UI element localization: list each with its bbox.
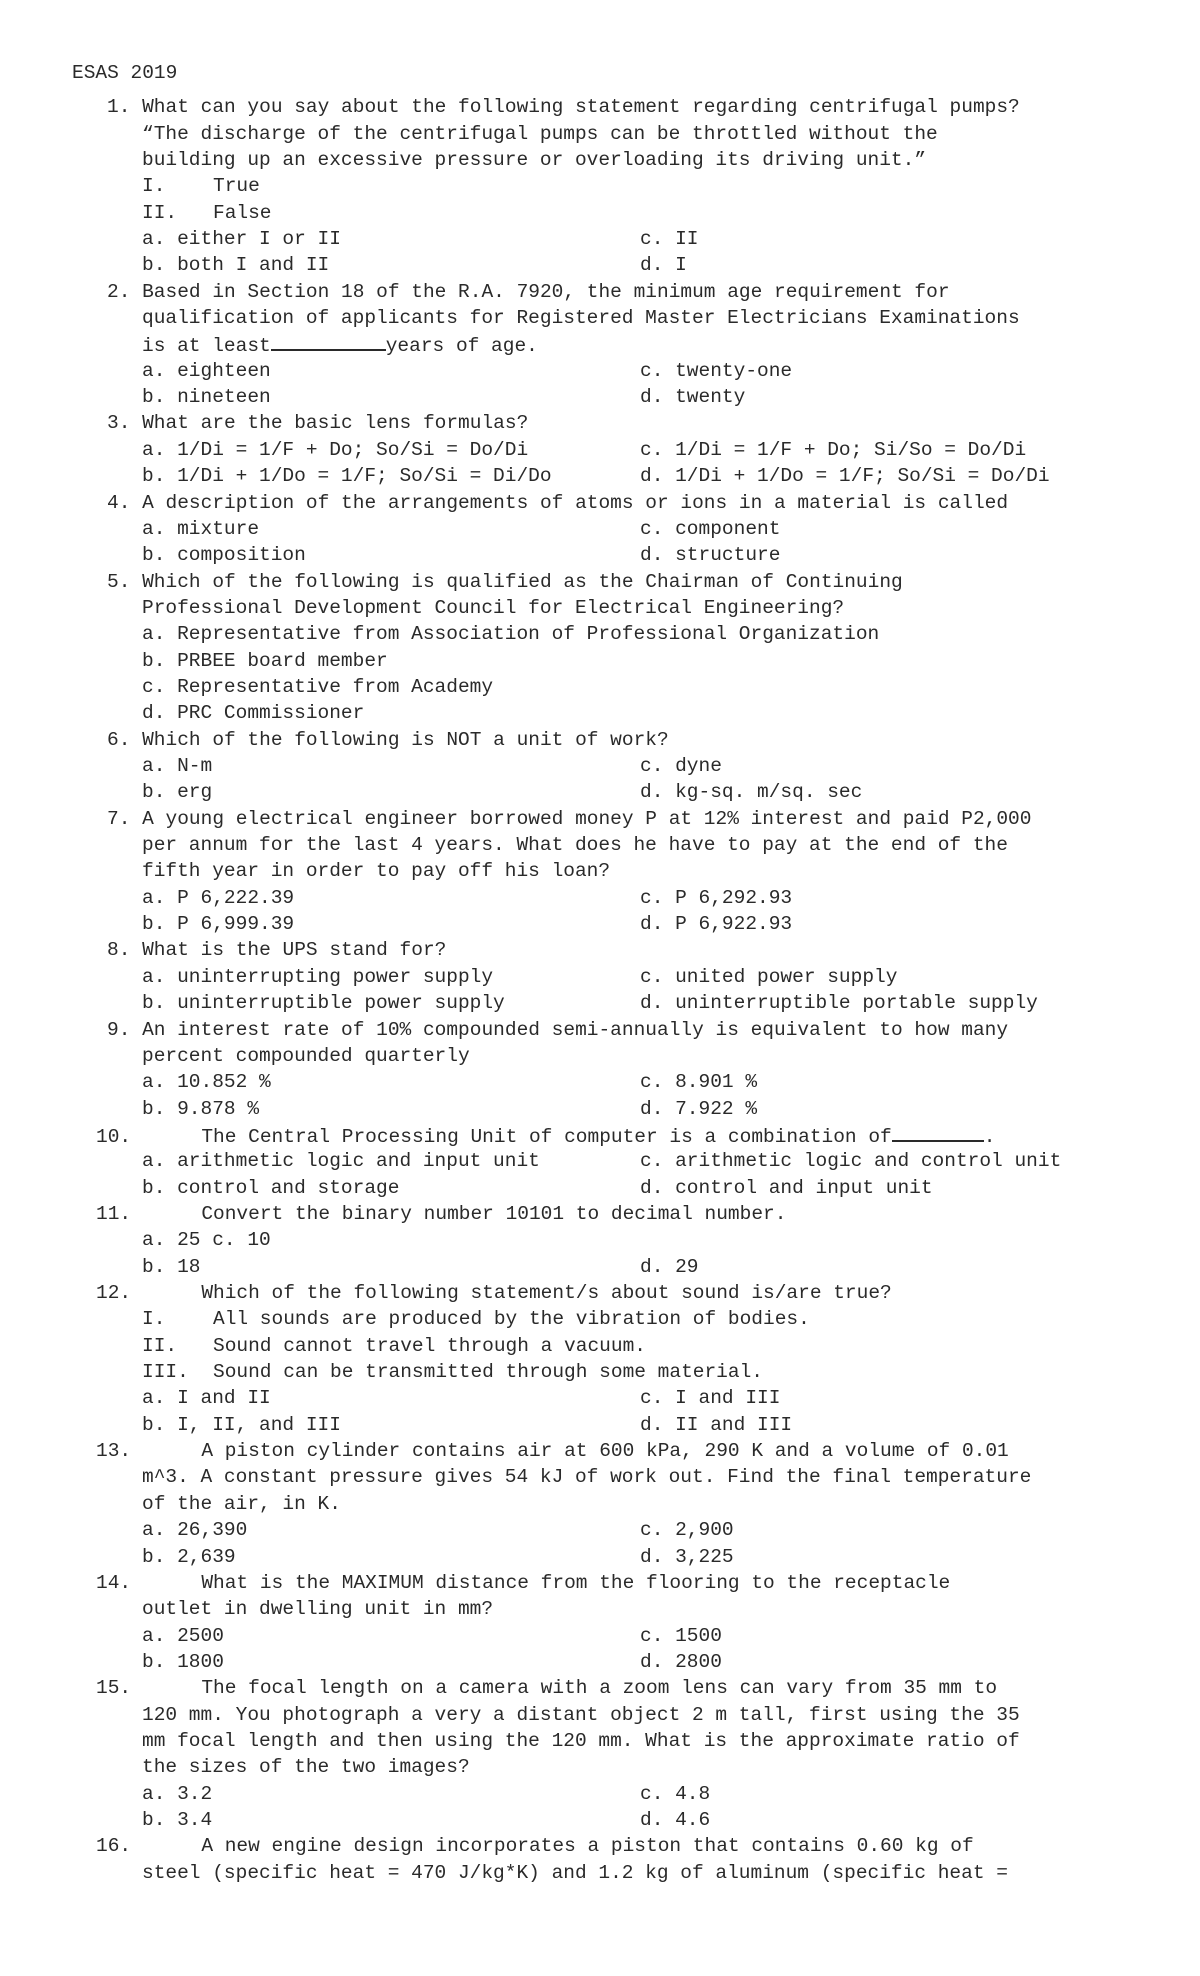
question-text: Professional Development Council for Electrical Engineering? [142,597,845,619]
answer-choice-b: b. 1/Di + 1/Do = 1/F; So/Si = Di/Do [142,465,552,487]
answer-choice-text: c. Representative from Academy [142,676,494,698]
spacer [130,492,142,514]
question-text-line [142,1596,493,1622]
answer-row [142,437,528,463]
statement-text: All sounds are produced by the vibration of bodies. [213,1308,810,1330]
question-text: A new engine design incorporates a piston that contains 0.60 kg of [201,1835,974,1857]
answer-row [142,1807,212,1833]
spacer [131,1835,201,1857]
question-text-line [142,1702,1020,1728]
answer-row [142,358,271,384]
answer-choice-c: c. dyne [640,755,722,777]
answer-choice-a: a. I and II [142,1387,271,1409]
answer-choice-a: a. 1/Di = 1/F + Do; So/Si = Do/Di [142,439,529,461]
question-text: . [983,1126,996,1148]
answer-choice-c: c. 1/Di = 1/F + Do; Si/So = Do/Di [640,439,1027,461]
statement-item [142,1359,763,1385]
question-2-line [107,279,950,305]
question-text: m^3. A constant pressure gives 54 kJ of work out. Find the final temperature [142,1466,1032,1488]
question-text: percent compounded quarterly [142,1045,470,1067]
spacer [131,1440,201,1462]
answer-choice-b: b. nineteen [142,386,271,408]
answer-choice-c: c. 2,900 [640,1519,734,1541]
answer-choice-d: d. II and III [640,1414,793,1436]
answer-row [640,1069,757,1095]
page-header [72,60,177,86]
question-text-line [142,1728,1020,1754]
page-header-text: ESAS 2019 [72,62,178,84]
answer-row [640,1807,710,1833]
question-number: 13. [96,1440,132,1462]
answer-choice-b: b. both I and II [142,254,330,276]
question-number: 12. [96,1282,132,1304]
answer-row [142,1096,259,1122]
question-15-line [96,1675,997,1701]
answer-choice-c: c. 8.901 % [640,1071,758,1093]
question-text: the sizes of the two images? [142,1756,470,1778]
answer-choice-a: a. 3.2 [142,1783,213,1805]
statement-label: III. [142,1361,189,1383]
answer-choice-d: d. I [640,254,687,276]
spacer [131,1282,201,1304]
question-11-line [96,1201,786,1227]
question-text: The Central Processing Unit of computer is a combination of [201,1126,892,1148]
question-text-line [142,305,1020,331]
answer-row [640,1412,792,1438]
statement-label: II. [142,202,178,224]
question-text-line [142,1491,341,1517]
answer-choice-d: d. structure [640,544,781,566]
statement-text: Sound can be transmitted through some material. [213,1361,763,1383]
answer-choice-b: b. composition [142,544,306,566]
question-text: qualification of applicants for Registered Master Electricians Examinations [142,307,1020,329]
answer-choice-c: c. arithmetic logic and control unit [640,1150,1062,1172]
answer-choice-b: b. 9.878 % [142,1098,260,1120]
answer-choice-d: d. 29 [640,1256,699,1278]
question-number: 4. [107,492,131,514]
question-number: 6. [107,729,131,751]
answer-choice-d: d. P 6,922.93 [640,913,793,935]
statement-text: Sound cannot travel through a vacuum. [213,1335,646,1357]
answer-row [640,1781,710,1807]
answer-choice-d: d. 7.922 % [640,1098,758,1120]
answer-row [640,463,1050,489]
answer-row [640,1623,722,1649]
answer-choice-text: b. PRBEE board member [142,650,388,672]
answer-row [142,252,329,278]
answer-choice-d: d. 3,225 [640,1546,734,1568]
answer-row [640,1175,933,1201]
question-number: 3. [107,412,131,434]
question-number: 16. [96,1835,132,1857]
answer-choice-c: c. I and III [640,1387,781,1409]
answer-row [142,1623,224,1649]
answer-choice-b: b. 3.4 [142,1809,213,1831]
answer-row [640,1517,734,1543]
question-number: 1. [107,96,131,118]
answer-choice-c: c. 1500 [640,1625,722,1647]
answer-choice-b: b. P 6,999.39 [142,913,295,935]
answer-choice-d: d. 4.6 [640,1809,711,1831]
spacer [130,939,142,961]
question-text: A description of the arrangements of atoms or ions in a material is called [142,492,1009,514]
answer-row [640,1096,757,1122]
answer-choice-d: d. 1/Di + 1/Do = 1/F; So/Si = Do/Di [640,465,1050,487]
answer-row [142,542,306,568]
question-7-line [107,806,1031,832]
question-text: Which of the following is NOT a unit of work? [142,729,669,751]
answer-choice-c: c. 4.8 [640,1783,711,1805]
answer-choice-d: d. kg-sq. m/sq. sec [640,781,863,803]
question-text-line [142,147,926,173]
answer-row [640,1649,722,1675]
question-text-line [142,331,538,357]
question-text: An interest rate of 10% compounded semi-annually is equivalent to how many [142,1019,1009,1041]
statement-label: I. [142,175,166,197]
question-number: 5. [107,571,131,593]
answer-choice-b: b. 1800 [142,1651,224,1673]
answer-choice [142,648,388,674]
answer-choice-b: b. 2,639 [142,1546,236,1568]
question-8-line [107,937,446,963]
question-16-line [96,1833,974,1859]
answer-row [142,1781,212,1807]
answer-row [640,779,862,805]
question-text-line [142,832,1008,858]
question-number: 11. [96,1203,132,1225]
answer-row [640,384,745,410]
question-text-line [142,1860,1008,1886]
answer-choice-b: b. uninterruptible power supply [142,992,505,1014]
answer-choice-a: a. 2500 [142,1625,224,1647]
answer-row [142,885,294,911]
answer-row [142,990,505,1016]
question-number: 9. [107,1019,131,1041]
question-number: 10. [96,1126,132,1148]
answer-row [640,753,722,779]
statement-item [142,1306,810,1332]
question-text: What are the basic lens formulas? [142,412,529,434]
question-14-line [96,1570,950,1596]
question-text: outlet in dwelling unit in mm? [142,1598,494,1620]
answer-row [640,911,792,937]
question-text-line [142,121,938,147]
spacer [130,1019,142,1041]
spacer [130,281,142,303]
question-text: building up an excessive pressure or overloading its driving unit.” [142,149,927,171]
answer-row [142,753,212,779]
answer-choice-c: c. 10 [212,1229,271,1251]
question-text: Convert the binary number 10101 to decimal number. [201,1203,787,1225]
answer-row [640,964,897,990]
spacer [130,808,142,830]
answer-row [640,1254,699,1280]
answer-choice-text: a. Representative from Association of Professional Organization [142,623,880,645]
answer-choice [142,621,879,647]
question-5-line [107,569,903,595]
answer-row [142,1544,236,1570]
answer-choice-b: b. I, II, and III [142,1414,341,1436]
statement-text: True [213,175,260,197]
answer-choice-c: c. component [640,518,781,540]
answer-row [142,1412,341,1438]
answer-choice-a: a. uninterrupting power supply [142,966,494,988]
question-number: 15. [96,1677,132,1699]
question-text: mm focal length and then using the 120 mm. What is the approximate ratio of [142,1730,1020,1752]
statement-item [142,1333,646,1359]
answer-choice-b: b. control and storage [142,1177,400,1199]
answer-choice-a: a. either I or II [142,228,341,250]
answer-choice-text: d. PRC Commissioner [142,702,365,724]
answer-row [142,1175,399,1201]
answer-choice-c: c. twenty-one [640,360,793,382]
answer-choice-c: c. II [640,228,699,250]
statement-text: False [213,202,272,224]
question-text: What is the MAXIMUM distance from the flooring to the receptacle [201,1572,951,1594]
answer-choice-c: c. united power supply [640,966,898,988]
question-text-line [142,1754,470,1780]
answer-row [640,1544,734,1570]
question-6-line [107,727,669,753]
question-text: The focal length on a camera with a zoom lens can vary from 35 mm to [201,1677,998,1699]
answer-choice-d: d. 2800 [640,1651,722,1673]
question-number: 14. [96,1572,132,1594]
answer-row [142,1254,201,1280]
answer-row [142,1227,271,1253]
answer-row [142,384,271,410]
answer-row [142,1649,224,1675]
answer-row [640,1148,1061,1174]
answer-row [640,226,699,252]
question-10-line [96,1122,995,1148]
answer-row [640,542,780,568]
question-text: What is the UPS stand for? [142,939,447,961]
answer-blank [892,1122,984,1142]
answer-choice-a: a. 10.852 % [142,1071,271,1093]
question-13-line [96,1438,1009,1464]
question-text-line [142,1464,1031,1490]
answer-row [640,990,1038,1016]
answer-row [640,358,792,384]
question-text: per annum for the last 4 years. What does he have to pay at the end of the [142,834,1008,856]
question-number: 2. [107,281,131,303]
statement-item [142,200,272,226]
answer-choice-a: a. N-m [142,755,213,777]
question-text: A piston cylinder contains air at 600 kPa, 290 K and a volume of 0.01 [201,1440,1009,1462]
answer-choice-d: d. uninterruptible portable supply [640,992,1038,1014]
answer-row [142,463,552,489]
question-text: What can you say about the following statement regarding centrifugal pumps? [142,96,1020,118]
answer-row [640,1385,780,1411]
question-text: Which of the following statement/s about sound is/are true? [201,1282,892,1304]
question-text: years of age. [385,335,538,357]
answer-choice-a: a. 25 [142,1229,213,1251]
question-9-line [107,1017,1008,1043]
question-text-line [142,858,610,884]
answer-row [142,964,493,990]
answer-row [142,516,259,542]
answer-choice [142,674,493,700]
answer-choice-a: a. mixture [142,518,260,540]
answer-choice-a: a. arithmetic logic and input unit [142,1150,540,1172]
question-12-line [96,1280,892,1306]
question-text: steel (specific heat = 470 J/kg*K) and 1.2 kg of aluminum (specific heat = [142,1862,1008,1884]
question-text: 120 mm. You photograph a very a distant object 2 m tall, first using the 35 [142,1704,1020,1726]
spacer [131,1677,201,1699]
answer-row [142,779,212,805]
answer-row [142,1517,247,1543]
question-text-line [142,1043,470,1069]
question-number: 7. [107,808,131,830]
statement-item [142,173,260,199]
answer-choice [142,700,364,726]
answer-choice-a: a. P 6,222.39 [142,887,295,909]
answer-choice-d: d. twenty [640,386,746,408]
answer-choice-a: a. eighteen [142,360,271,382]
answer-row [640,885,792,911]
spacer [131,1203,201,1225]
answer-choice-b: b. 18 [142,1256,201,1278]
answer-choice-d: d. control and input unit [640,1177,933,1199]
answer-row [640,437,1026,463]
question-text: Which of the following is qualified as the Chairman of Continuing [142,571,903,593]
answer-row [142,1385,271,1411]
question-text: Based in Section 18 of the R.A. 7920, the minimum age requirement for [142,281,950,303]
question-3-line [107,410,528,436]
question-text: A young electrical engineer borrowed money P at 12% interest and paid P2,000 [142,808,1032,830]
spacer [130,96,142,118]
answer-row [142,1148,540,1174]
question-number: 8. [107,939,131,961]
question-text: of the air, in K. [142,1493,341,1515]
answer-row [142,911,294,937]
answer-row [640,516,780,542]
answer-choice-b: b. erg [142,781,213,803]
spacer [131,1572,201,1594]
answer-row [142,226,341,252]
answer-row [142,1069,271,1095]
question-text: “The discharge of the centrifugal pumps can be throttled without the [142,123,938,145]
question-1-line [107,94,1020,120]
spacer [130,571,142,593]
question-4-line [107,490,1008,516]
answer-choice-c: c. P 6,292.93 [640,887,793,909]
answer-choice-a: a. 26,390 [142,1519,248,1541]
answer-blank [271,331,386,351]
question-text: fifth year in order to pay off his loan? [142,860,611,882]
statement-label: II. [142,1335,178,1357]
answer-row [640,252,687,278]
question-text: is at least [142,335,271,357]
spacer [130,412,142,434]
statement-label: I. [142,1308,166,1330]
spacer [130,729,142,751]
spacer [131,1126,201,1148]
question-text-line [142,595,844,621]
